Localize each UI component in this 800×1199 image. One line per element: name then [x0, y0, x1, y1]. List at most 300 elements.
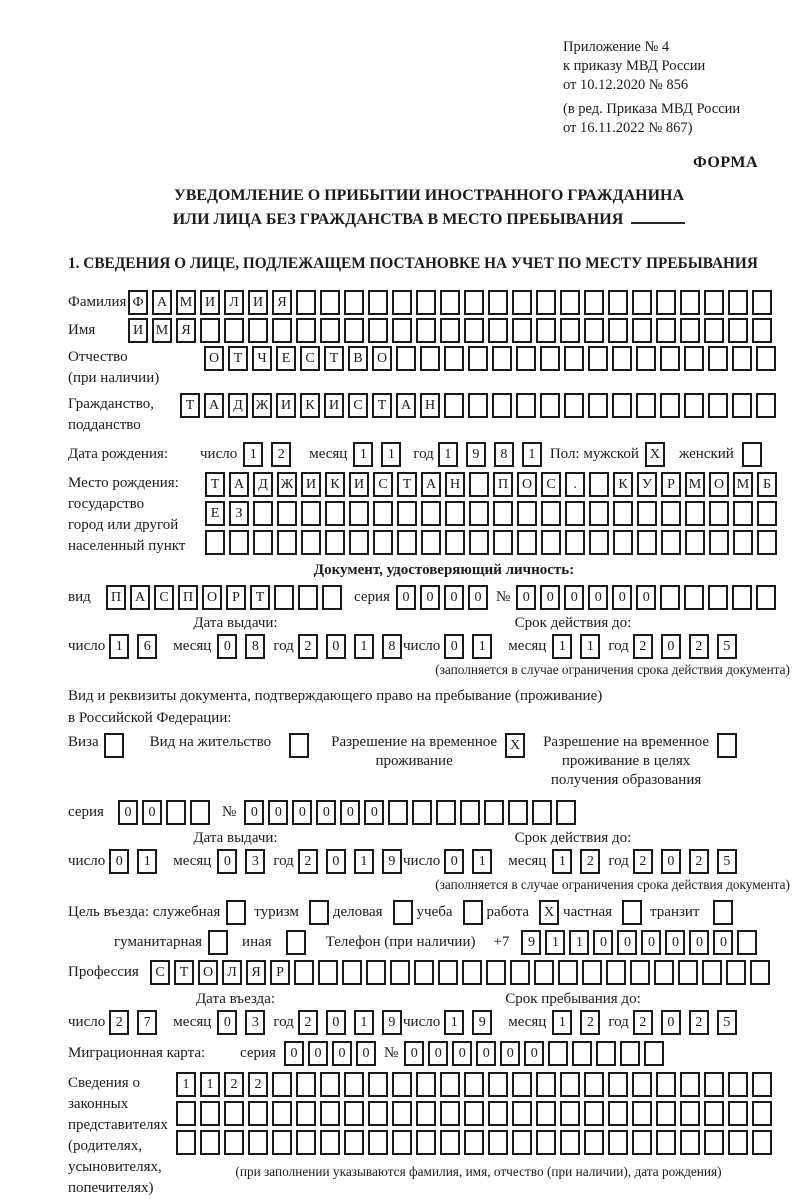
form-cell[interactable]: В — [348, 346, 368, 371]
form-cell[interactable] — [294, 960, 314, 985]
form-cell[interactable]: 1 — [381, 442, 401, 467]
form-cell[interactable] — [368, 1072, 388, 1097]
form-cell[interactable] — [584, 290, 604, 315]
form-cell[interactable] — [488, 1072, 508, 1097]
form-cell[interactable] — [344, 318, 364, 343]
form-cell[interactable] — [612, 346, 632, 371]
form-cell[interactable] — [368, 1101, 388, 1126]
form-cell[interactable]: Е — [276, 346, 296, 371]
form-cell[interactable]: 2 — [298, 1010, 318, 1035]
form-cell[interactable] — [468, 393, 488, 418]
form-cell[interactable]: О — [517, 472, 537, 497]
form-cell[interactable] — [560, 1130, 580, 1155]
form-cell[interactable] — [596, 1041, 616, 1066]
form-cell[interactable] — [516, 393, 536, 418]
form-cell[interactable] — [612, 393, 632, 418]
form-cell[interactable] — [560, 1101, 580, 1126]
form-cell[interactable] — [397, 501, 417, 526]
form-cell[interactable] — [560, 318, 580, 343]
form-cell[interactable] — [702, 960, 722, 985]
form-cell[interactable]: 1 — [552, 849, 572, 874]
form-cell[interactable] — [248, 1130, 268, 1155]
form-cell[interactable] — [200, 1130, 220, 1155]
form-cell[interactable] — [680, 1101, 700, 1126]
form-cell[interactable]: 0 — [689, 930, 709, 955]
form-cell[interactable]: М — [685, 472, 705, 497]
form-cell[interactable]: X — [539, 900, 559, 925]
form-cell[interactable] — [684, 393, 704, 418]
form-cell[interactable]: 9 — [521, 930, 541, 955]
form-cell[interactable]: Ж — [277, 472, 297, 497]
form-cell[interactable] — [286, 930, 306, 955]
form-cell[interactable]: 0 — [364, 800, 384, 825]
form-cell[interactable] — [752, 1101, 772, 1126]
form-cell[interactable] — [656, 1101, 676, 1126]
form-cell[interactable]: 0 — [109, 849, 129, 874]
form-cell[interactable] — [560, 1072, 580, 1097]
form-cell[interactable]: 1 — [472, 849, 492, 874]
form-cell[interactable] — [224, 1101, 244, 1126]
form-cell[interactable] — [564, 393, 584, 418]
form-cell[interactable]: Р — [661, 472, 681, 497]
form-cell[interactable]: О — [709, 472, 729, 497]
form-cell[interactable] — [708, 585, 728, 610]
form-cell[interactable] — [661, 530, 681, 555]
form-cell[interactable]: 0 — [428, 1041, 448, 1066]
form-cell[interactable] — [392, 318, 412, 343]
form-cell[interactable] — [322, 585, 342, 610]
form-cell[interactable] — [320, 1130, 340, 1155]
form-cell[interactable]: 0 — [444, 634, 464, 659]
form-cell[interactable]: 0 — [588, 585, 608, 610]
form-cell[interactable] — [421, 501, 441, 526]
form-cell[interactable] — [620, 1041, 640, 1066]
form-cell[interactable] — [680, 318, 700, 343]
form-cell[interactable]: 0 — [326, 849, 346, 874]
form-cell[interactable]: 0 — [516, 585, 536, 610]
form-cell[interactable] — [572, 1041, 592, 1066]
form-cell[interactable]: 0 — [444, 849, 464, 874]
form-cell[interactable]: 0 — [217, 849, 237, 874]
form-cell[interactable] — [488, 290, 508, 315]
form-cell[interactable] — [512, 290, 532, 315]
form-cell[interactable] — [540, 393, 560, 418]
form-cell[interactable]: П — [493, 472, 513, 497]
form-cell[interactable] — [558, 960, 578, 985]
form-cell[interactable] — [445, 530, 465, 555]
form-cell[interactable]: 7 — [137, 1010, 157, 1035]
form-cell[interactable] — [393, 900, 413, 925]
form-cell[interactable] — [349, 501, 369, 526]
form-cell[interactable] — [190, 800, 210, 825]
form-cell[interactable] — [344, 1072, 364, 1097]
form-cell[interactable] — [709, 501, 729, 526]
form-cell[interactable]: 0 — [540, 585, 560, 610]
form-cell[interactable] — [656, 290, 676, 315]
form-cell[interactable]: 0 — [641, 930, 661, 955]
form-cell[interactable] — [416, 318, 436, 343]
form-cell[interactable]: О — [372, 346, 392, 371]
form-cell[interactable] — [588, 393, 608, 418]
form-cell[interactable]: 9 — [382, 849, 402, 874]
form-cell[interactable] — [737, 930, 757, 955]
form-cell[interactable] — [272, 1072, 292, 1097]
form-cell[interactable] — [613, 530, 633, 555]
form-cell[interactable] — [517, 501, 537, 526]
form-cell[interactable] — [412, 800, 432, 825]
form-cell[interactable] — [296, 318, 316, 343]
form-cell[interactable] — [548, 1041, 568, 1066]
form-cell[interactable]: 1 — [438, 442, 458, 467]
form-cell[interactable]: 2 — [224, 1072, 244, 1097]
form-cell[interactable]: Д — [253, 472, 273, 497]
form-cell[interactable] — [440, 1072, 460, 1097]
form-cell[interactable] — [438, 960, 458, 985]
form-cell[interactable]: И — [324, 393, 344, 418]
form-cell[interactable]: 2 — [689, 634, 709, 659]
form-cell[interactable] — [416, 290, 436, 315]
form-cell[interactable] — [608, 318, 628, 343]
form-cell[interactable]: 0 — [356, 1041, 376, 1066]
form-cell[interactable]: И — [248, 290, 268, 315]
form-cell[interactable] — [556, 800, 576, 825]
form-cell[interactable] — [208, 930, 228, 955]
form-cell[interactable] — [680, 1130, 700, 1155]
form-cell[interactable] — [636, 393, 656, 418]
form-cell[interactable] — [205, 530, 225, 555]
form-cell[interactable] — [486, 960, 506, 985]
form-cell[interactable] — [349, 530, 369, 555]
form-cell[interactable] — [166, 800, 186, 825]
form-cell[interactable] — [560, 290, 580, 315]
form-cell[interactable] — [582, 960, 602, 985]
form-cell[interactable]: 2 — [109, 1010, 129, 1035]
form-cell[interactable]: 0 — [244, 800, 264, 825]
form-cell[interactable] — [534, 960, 554, 985]
form-cell[interactable] — [416, 1072, 436, 1097]
form-cell[interactable]: А — [152, 290, 172, 315]
form-cell[interactable] — [488, 1130, 508, 1155]
form-cell[interactable]: 0 — [217, 634, 237, 659]
form-cell[interactable] — [229, 530, 249, 555]
form-cell[interactable] — [728, 290, 748, 315]
form-cell[interactable] — [445, 501, 465, 526]
form-cell[interactable] — [200, 318, 220, 343]
form-cell[interactable]: Ч — [252, 346, 272, 371]
form-cell[interactable] — [733, 501, 753, 526]
form-cell[interactable]: 8 — [494, 442, 514, 467]
form-cell[interactable]: Е — [205, 501, 225, 526]
form-cell[interactable] — [708, 393, 728, 418]
form-cell[interactable] — [224, 318, 244, 343]
form-cell[interactable]: 0 — [661, 1010, 681, 1035]
form-cell[interactable] — [685, 501, 705, 526]
form-cell[interactable]: 0 — [593, 930, 613, 955]
form-cell[interactable]: С — [154, 585, 174, 610]
form-cell[interactable] — [440, 1101, 460, 1126]
form-cell[interactable]: 0 — [316, 800, 336, 825]
form-cell[interactable] — [752, 1072, 772, 1097]
form-cell[interactable]: 0 — [636, 585, 656, 610]
form-cell[interactable] — [176, 1101, 196, 1126]
form-cell[interactable] — [565, 501, 585, 526]
form-cell[interactable]: 0 — [284, 1041, 304, 1066]
form-cell[interactable]: Т — [174, 960, 194, 985]
form-cell[interactable] — [508, 800, 528, 825]
form-cell[interactable]: 1 — [176, 1072, 196, 1097]
form-cell[interactable]: 0 — [476, 1041, 496, 1066]
form-cell[interactable]: М — [152, 318, 172, 343]
form-cell[interactable] — [416, 1130, 436, 1155]
form-cell[interactable] — [713, 900, 733, 925]
form-cell[interactable] — [464, 290, 484, 315]
form-cell[interactable] — [463, 900, 483, 925]
form-cell[interactable]: О — [202, 585, 222, 610]
form-cell[interactable] — [756, 393, 776, 418]
form-cell[interactable] — [392, 1072, 412, 1097]
form-cell[interactable] — [685, 530, 705, 555]
form-cell[interactable] — [492, 346, 512, 371]
form-cell[interactable] — [309, 900, 329, 925]
form-cell[interactable]: 1 — [353, 442, 373, 467]
form-cell[interactable]: Д — [228, 393, 248, 418]
form-cell[interactable]: 1 — [580, 634, 600, 659]
form-cell[interactable] — [396, 346, 416, 371]
form-cell[interactable] — [392, 1101, 412, 1126]
form-cell[interactable]: 1 — [545, 930, 565, 955]
form-cell[interactable]: 5 — [717, 1010, 737, 1035]
form-cell[interactable]: И — [301, 472, 321, 497]
form-cell[interactable]: 2 — [580, 849, 600, 874]
form-cell[interactable] — [253, 530, 273, 555]
form-cell[interactable] — [488, 318, 508, 343]
form-cell[interactable]: Я — [246, 960, 266, 985]
form-cell[interactable] — [420, 346, 440, 371]
form-cell[interactable] — [584, 1072, 604, 1097]
form-cell[interactable]: Т — [180, 393, 200, 418]
form-cell[interactable] — [532, 800, 552, 825]
form-cell[interactable] — [588, 346, 608, 371]
form-cell[interactable] — [510, 960, 530, 985]
form-cell[interactable]: И — [200, 290, 220, 315]
form-cell[interactable] — [752, 318, 772, 343]
form-cell[interactable]: И — [276, 393, 296, 418]
form-cell[interactable]: 0 — [612, 585, 632, 610]
form-cell[interactable] — [416, 1101, 436, 1126]
form-cell[interactable] — [632, 290, 652, 315]
form-cell[interactable] — [296, 1101, 316, 1126]
form-cell[interactable]: 0 — [661, 634, 681, 659]
form-cell[interactable] — [660, 585, 680, 610]
form-cell[interactable] — [654, 960, 674, 985]
form-cell[interactable] — [368, 290, 388, 315]
form-cell[interactable]: 0 — [326, 1010, 346, 1035]
form-cell[interactable] — [660, 346, 680, 371]
form-cell[interactable] — [493, 501, 513, 526]
form-cell[interactable] — [536, 1101, 556, 1126]
form-cell[interactable]: 0 — [452, 1041, 472, 1066]
form-cell[interactable]: П — [178, 585, 198, 610]
form-cell[interactable] — [469, 530, 489, 555]
form-cell[interactable] — [536, 1072, 556, 1097]
form-cell[interactable] — [728, 1130, 748, 1155]
form-cell[interactable]: 1 — [522, 442, 542, 467]
form-cell[interactable]: 1 — [109, 634, 129, 659]
form-cell[interactable] — [436, 800, 456, 825]
form-cell[interactable]: 2 — [633, 634, 653, 659]
form-cell[interactable]: А — [229, 472, 249, 497]
form-cell[interactable]: 1 — [444, 1010, 464, 1035]
form-cell[interactable]: 0 — [332, 1041, 352, 1066]
form-cell[interactable]: 1 — [200, 1072, 220, 1097]
form-cell[interactable] — [589, 530, 609, 555]
form-cell[interactable] — [564, 346, 584, 371]
form-cell[interactable] — [464, 1130, 484, 1155]
form-cell[interactable] — [704, 1072, 724, 1097]
form-cell[interactable] — [608, 290, 628, 315]
form-cell[interactable]: 1 — [243, 442, 263, 467]
form-cell[interactable]: Р — [226, 585, 246, 610]
form-cell[interactable] — [632, 1130, 652, 1155]
form-cell[interactable] — [656, 1130, 676, 1155]
form-cell[interactable] — [541, 501, 561, 526]
form-cell[interactable] — [608, 1101, 628, 1126]
form-cell[interactable] — [680, 290, 700, 315]
form-cell[interactable]: Н — [445, 472, 465, 497]
form-cell[interactable]: Т — [372, 393, 392, 418]
form-cell[interactable]: 0 — [396, 585, 416, 610]
form-cell[interactable] — [488, 1101, 508, 1126]
form-cell[interactable]: 0 — [468, 585, 488, 610]
form-cell[interactable] — [373, 530, 393, 555]
form-cell[interactable]: 0 — [118, 800, 138, 825]
form-cell[interactable]: 9 — [466, 442, 486, 467]
form-cell[interactable] — [440, 318, 460, 343]
form-cell[interactable] — [726, 960, 746, 985]
form-cell[interactable] — [584, 1130, 604, 1155]
form-cell[interactable]: . — [565, 472, 585, 497]
form-cell[interactable] — [277, 530, 297, 555]
form-cell[interactable] — [512, 1130, 532, 1155]
form-cell[interactable] — [392, 1130, 412, 1155]
form-cell[interactable]: 3 — [245, 849, 265, 874]
form-cell[interactable]: Т — [228, 346, 248, 371]
form-cell[interactable] — [750, 960, 770, 985]
form-cell[interactable] — [344, 1130, 364, 1155]
form-cell[interactable]: 2 — [271, 442, 291, 467]
form-cell[interactable] — [440, 1130, 460, 1155]
form-cell[interactable]: 0 — [268, 800, 288, 825]
form-cell[interactable] — [224, 1130, 244, 1155]
form-cell[interactable] — [104, 733, 124, 758]
form-cell[interactable] — [661, 501, 681, 526]
form-cell[interactable]: 9 — [472, 1010, 492, 1035]
form-cell[interactable] — [728, 1101, 748, 1126]
form-cell[interactable] — [200, 1101, 220, 1126]
form-cell[interactable] — [704, 1130, 724, 1155]
form-cell[interactable]: 2 — [580, 1010, 600, 1035]
form-cell[interactable] — [272, 1130, 292, 1155]
form-cell[interactable] — [632, 318, 652, 343]
form-cell[interactable] — [589, 501, 609, 526]
form-cell[interactable]: А — [421, 472, 441, 497]
form-cell[interactable]: С — [373, 472, 393, 497]
form-cell[interactable] — [536, 318, 556, 343]
form-cell[interactable] — [296, 290, 316, 315]
form-cell[interactable] — [632, 1101, 652, 1126]
form-cell[interactable]: Р — [270, 960, 290, 985]
form-cell[interactable] — [344, 290, 364, 315]
form-cell[interactable] — [517, 530, 537, 555]
form-cell[interactable] — [397, 530, 417, 555]
form-cell[interactable]: А — [204, 393, 224, 418]
form-cell[interactable]: 3 — [245, 1010, 265, 1035]
form-cell[interactable] — [421, 530, 441, 555]
form-cell[interactable] — [325, 530, 345, 555]
form-cell[interactable]: 6 — [137, 634, 157, 659]
form-cell[interactable] — [373, 501, 393, 526]
form-cell[interactable]: 0 — [326, 634, 346, 659]
form-cell[interactable] — [464, 318, 484, 343]
form-cell[interactable] — [728, 1072, 748, 1097]
form-cell[interactable] — [176, 1130, 196, 1155]
form-cell[interactable]: 0 — [661, 849, 681, 874]
form-cell[interactable] — [468, 346, 488, 371]
form-cell[interactable] — [565, 530, 585, 555]
form-cell[interactable]: С — [150, 960, 170, 985]
form-cell[interactable]: 0 — [444, 585, 464, 610]
form-cell[interactable] — [392, 290, 412, 315]
form-cell[interactable]: У — [637, 472, 657, 497]
form-cell[interactable] — [444, 393, 464, 418]
form-cell[interactable]: Б — [757, 472, 777, 497]
form-cell[interactable]: 1 — [354, 634, 374, 659]
form-cell[interactable]: И — [128, 318, 148, 343]
form-cell[interactable] — [253, 501, 273, 526]
form-cell[interactable] — [637, 501, 657, 526]
form-cell[interactable]: 0 — [665, 930, 685, 955]
form-cell[interactable] — [708, 346, 728, 371]
form-cell[interactable] — [444, 346, 464, 371]
form-cell[interactable]: 0 — [340, 800, 360, 825]
form-cell[interactable] — [462, 960, 482, 985]
form-cell[interactable]: К — [613, 472, 633, 497]
form-cell[interactable]: 1 — [354, 849, 374, 874]
form-cell[interactable] — [272, 1101, 292, 1126]
form-cell[interactable]: Т — [397, 472, 417, 497]
form-cell[interactable] — [704, 290, 724, 315]
form-cell[interactable] — [469, 472, 489, 497]
form-cell[interactable] — [320, 1072, 340, 1097]
form-cell[interactable]: Я — [176, 318, 196, 343]
form-cell[interactable]: 0 — [142, 800, 162, 825]
form-cell[interactable] — [296, 1130, 316, 1155]
form-cell[interactable]: 0 — [308, 1041, 328, 1066]
form-cell[interactable] — [756, 585, 776, 610]
form-cell[interactable]: 1 — [472, 634, 492, 659]
form-cell[interactable]: 0 — [713, 930, 733, 955]
form-cell[interactable]: И — [349, 472, 369, 497]
form-cell[interactable] — [636, 346, 656, 371]
form-cell[interactable] — [390, 960, 410, 985]
form-cell[interactable] — [541, 530, 561, 555]
form-cell[interactable]: 1 — [137, 849, 157, 874]
form-cell[interactable] — [752, 290, 772, 315]
form-cell[interactable] — [440, 290, 460, 315]
form-cell[interactable] — [584, 318, 604, 343]
form-cell[interactable] — [536, 290, 556, 315]
form-cell[interactable] — [277, 501, 297, 526]
